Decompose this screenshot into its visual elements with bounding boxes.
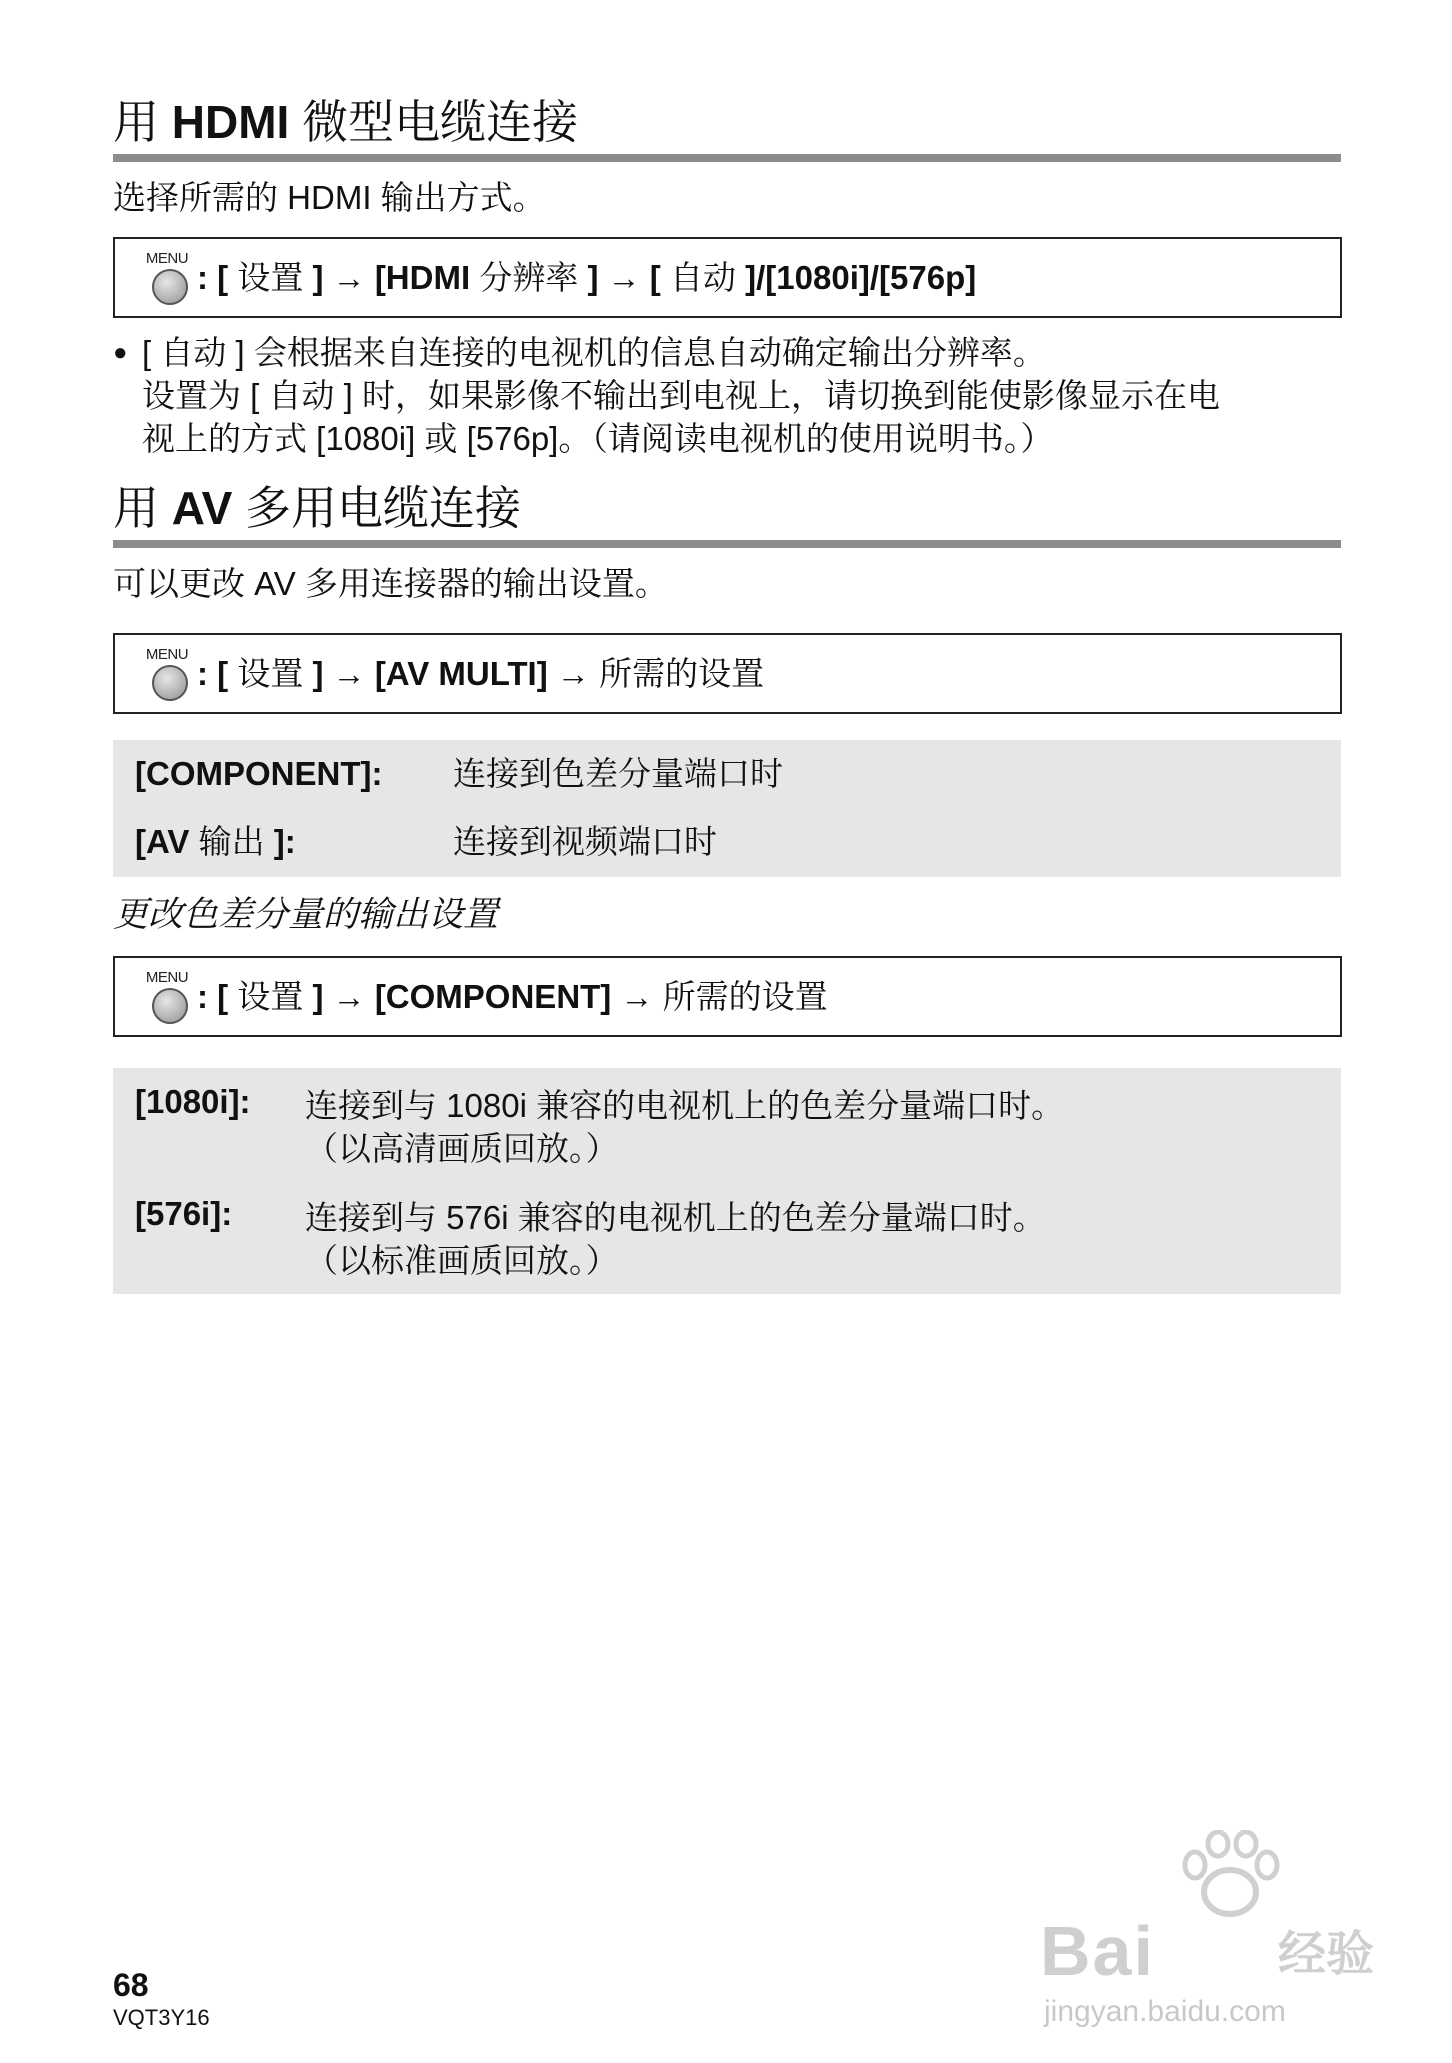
hdmi-intro: 选择所需的 HDMI 输出方式。 [113,179,546,216]
menu-button-icon: MENU [142,970,192,1026]
bullet-icon: ● [113,339,128,366]
av-menu-path-box [113,633,1342,714]
hdmi-menu-path: : [ 设置 ] → [HDMI 分辨率 ] → [ 自动 ]/[1080i]/[576p] [197,259,977,296]
component-option-576i: [576i]: 连接到与 576i 兼容的电视机上的色差分量端口时。 （以标准画质回放。） [135,1195,1046,1279]
hdmi-menu-path-box [113,237,1342,318]
menu-button-icon: MENU [142,647,192,703]
hdmi-note-line3: 视上的方式 [1080i] 或 [576p]。（请阅读电视机的使用说明书。） [142,420,1054,457]
hdmi-note-line1: [ 自动 ] 会根据来自连接的电视机的信息自动确定输出分辨率。 [142,334,1046,371]
menu-button-icon: MENU [142,251,192,307]
component-option-1080i: [1080i]: 连接到与 1080i 兼容的电视机上的色差分量端口时。 （以高清画质回放。） [135,1083,1065,1167]
component-menu-path-box [113,956,1342,1037]
page-number: 68 [113,1967,149,2003]
hdmi-note-line2: 设置为 [ 自动 ] 时，如果影像不输出到电视上，请切换到能使影像显示在电 [142,377,1221,414]
paw-icon [1170,1830,1290,1920]
document-code: VQT3Y16 [113,2005,210,2030]
component-options-box [113,1068,1341,1294]
section-title-hdmi: 用 HDMI 微型电缆连接 [113,92,1341,162]
section-title-av: 用 AV 多用电缆连接 [113,478,1341,548]
av-intro: 可以更改 AV 多用连接器的输出设置。 [113,565,668,602]
component-subtitle: 更改色差分量的输出设置 [113,895,499,934]
av-options-box: [COMPONENT]: 连接到色差分量端口时 [AV 输出 ]: 连接到视频端口时 [113,740,1341,877]
component-menu-path: : [ 设置 ] → [COMPONENT] → 所需的设置 [197,978,828,1015]
baidu-watermark: Bai 经验 jingyan.baidu.com [1040,1830,1380,2030]
av-menu-path: : [ 设置 ] → [AV MULTI] → 所需的设置 [197,655,765,692]
